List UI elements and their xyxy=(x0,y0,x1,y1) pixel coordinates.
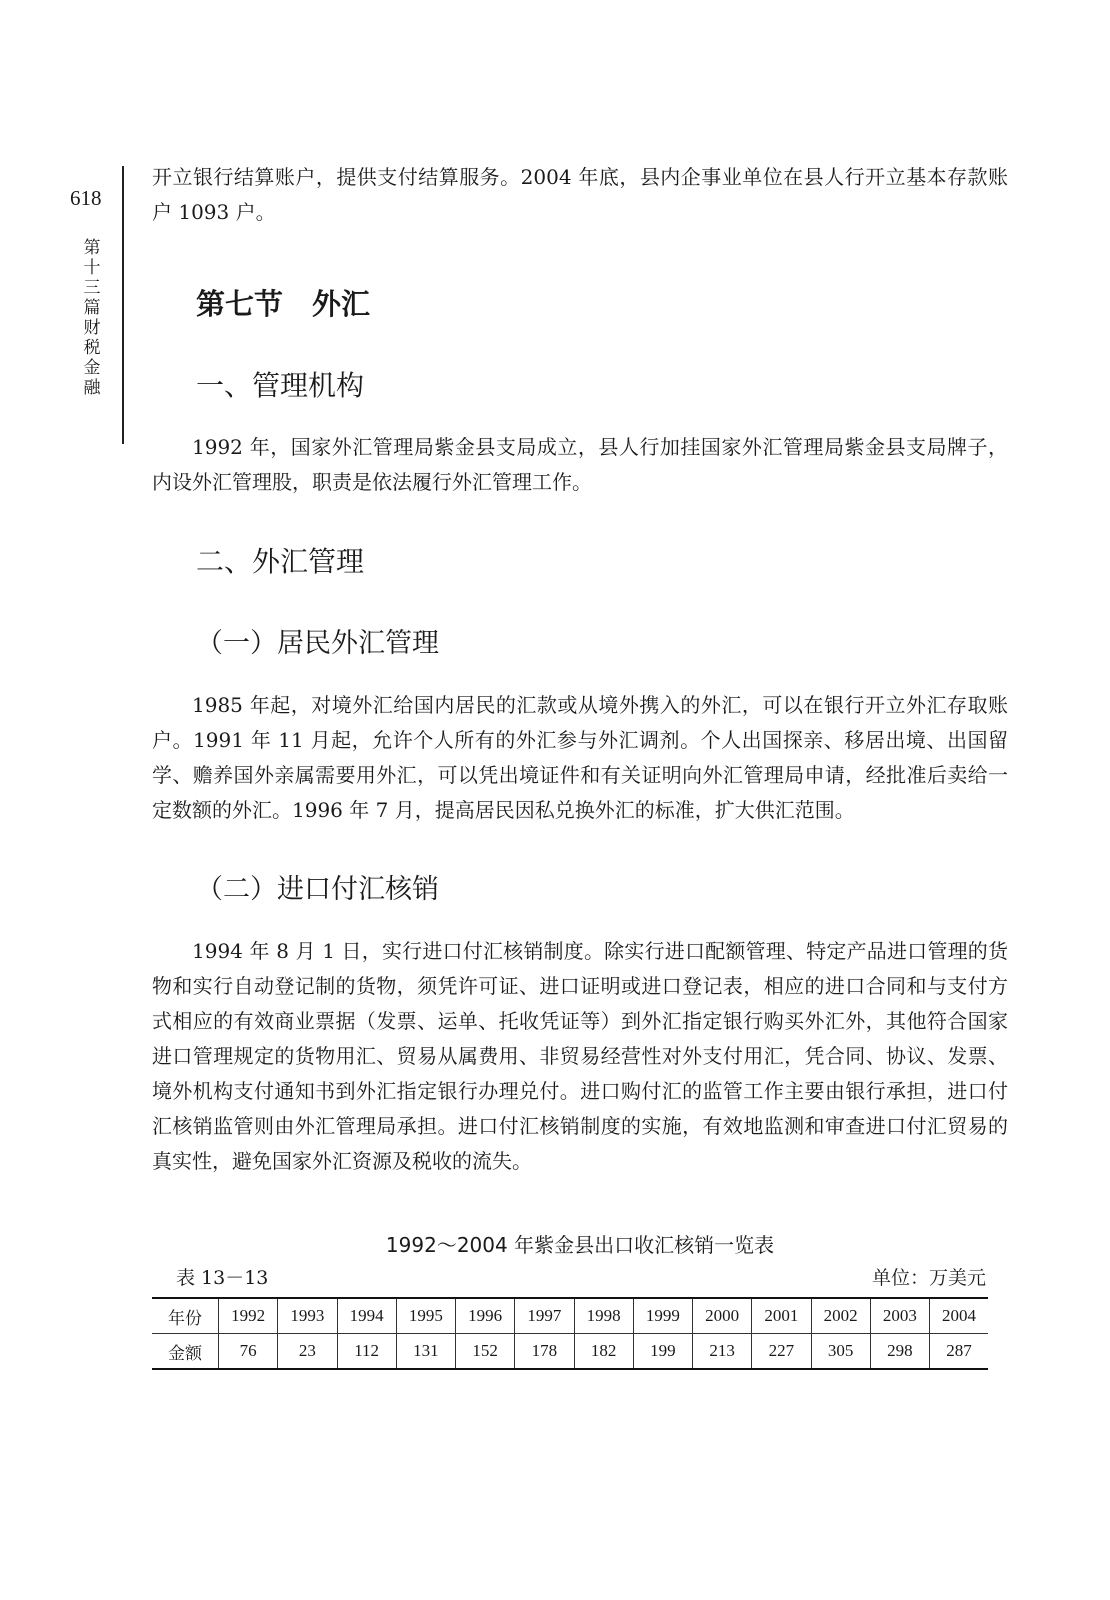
table-title: 1992～2004 年紫金县出口收汇核销一览表 xyxy=(385,1233,775,1257)
table-cell-amount: 23 xyxy=(278,1334,337,1370)
paragraph-resident-forex: 1985 年起，对境外汇给国内居民的汇款或从境外携入的外汇，可以在银行开立外汇存取账户。1991 年 11 月起，允许个人所有的外汇参与外汇调剂。个人出国探亲、移居出境、出国留学、赡养国外亲属需要用外汇，可以凭出境证件和有关证明向外汇管理局申请，经批准后卖给一定数额的外汇。1996 年 7 月，提高居民因私兑换外汇的标准，扩大供汇范围。 xyxy=(152,693,1008,822)
table-cell-year: 1992 xyxy=(219,1298,278,1334)
subsection-title-forex-management: 二、外汇管理 xyxy=(196,545,365,578)
table-number: 表 13－13 xyxy=(176,1267,269,1289)
table-cell-year: 1994 xyxy=(337,1298,396,1334)
page-number: 618 xyxy=(70,186,102,210)
table-cell-year: 1995 xyxy=(396,1298,455,1334)
subsection-title-management-body: 一、管理机构 xyxy=(196,369,365,402)
table-cell-year: 1996 xyxy=(456,1298,515,1334)
table-cell-amount: 76 xyxy=(219,1334,278,1370)
row-label-amount: 金额 xyxy=(152,1334,219,1370)
table-cell-amount: 199 xyxy=(633,1334,692,1370)
table-cell-amount: 112 xyxy=(337,1334,396,1370)
row-label-year: 年份 xyxy=(168,1308,202,1329)
table-row-years xyxy=(152,1298,988,1334)
paragraph-import-payment: 1994 年 8 月 1 日，实行进口付汇核销制度。除实行进口配额管理、特定产品进口管理的货物和实行自动登记制的货物，须凭许可证、进口证明或进口登记表，相应的进口合同和与支付方式相应的有效商业票据（发票、运单、托收凭证等）到外汇指定银行购买外汇外，其他符合国家进口管理规定的货物用汇、贸易从属费用、非贸易经营性对外支付用汇，凭合同、协议、发票、境外机构支付通知书到外汇指定银行办理兑付。进口购付汇的监管工作主要由银行承担，进口付汇核销监管则由外汇管理局承担。进口付汇核销制度的实施，有效地监测和审查进口付汇贸易的真实性，避免国家外汇资源及税收的流失。 xyxy=(152,939,1008,1173)
table-cell-year: 1997 xyxy=(515,1298,574,1334)
table-cell-amount: 131 xyxy=(396,1334,455,1370)
table-unit: 单位：万美元 xyxy=(871,1267,986,1289)
table-cell-year: 2004 xyxy=(930,1298,989,1334)
table-cell-year: 2002 xyxy=(811,1298,870,1334)
table-cell-amount: 178 xyxy=(515,1334,574,1370)
table-cell-year: 1998 xyxy=(574,1298,633,1334)
paragraph-management-body: 1992 年，国家外汇管理局紫金县支局成立，县人行加挂国家外汇管理局紫金县支局牌子，内设外汇管理股，职责是依法履行外汇管理工作。 xyxy=(152,435,1008,494)
table-cell-amount: 182 xyxy=(574,1334,633,1370)
table-cell-amount: 305 xyxy=(811,1334,870,1370)
table-cell-year: 2003 xyxy=(870,1298,929,1334)
table-cell-amount: 227 xyxy=(752,1334,811,1370)
table-cell-amount: 287 xyxy=(930,1334,989,1370)
margin-rule xyxy=(122,166,124,444)
table-cell-amount: 298 xyxy=(870,1334,929,1370)
table-cell-year: 1993 xyxy=(278,1298,337,1334)
page-content xyxy=(152,160,1008,1370)
export-verification-table xyxy=(152,1297,988,1370)
continuation-paragraph: 开立银行结算账户，提供支付结算服务。2004 年底，县内企事业单位在县人行开立基本存款账户 1093 户。 xyxy=(152,165,1008,224)
chapter-side-caption: 第十三篇 财税 金融 xyxy=(83,238,101,398)
table-cell-year: 2001 xyxy=(752,1298,811,1334)
section-title: 第七节 外汇 xyxy=(196,287,371,321)
table-cell-year: 2000 xyxy=(693,1298,752,1334)
subsection-title-import-payment: （二）进口付汇核销 xyxy=(196,874,439,905)
table-cell-amount: 152 xyxy=(456,1334,515,1370)
table-cell-year: 1999 xyxy=(633,1298,692,1334)
subsection-title-resident-forex: （一）居民外汇管理 xyxy=(196,628,439,659)
table-meta xyxy=(152,1265,1008,1291)
table-row-amounts xyxy=(152,1334,988,1370)
table-cell-amount: 213 xyxy=(693,1334,752,1370)
